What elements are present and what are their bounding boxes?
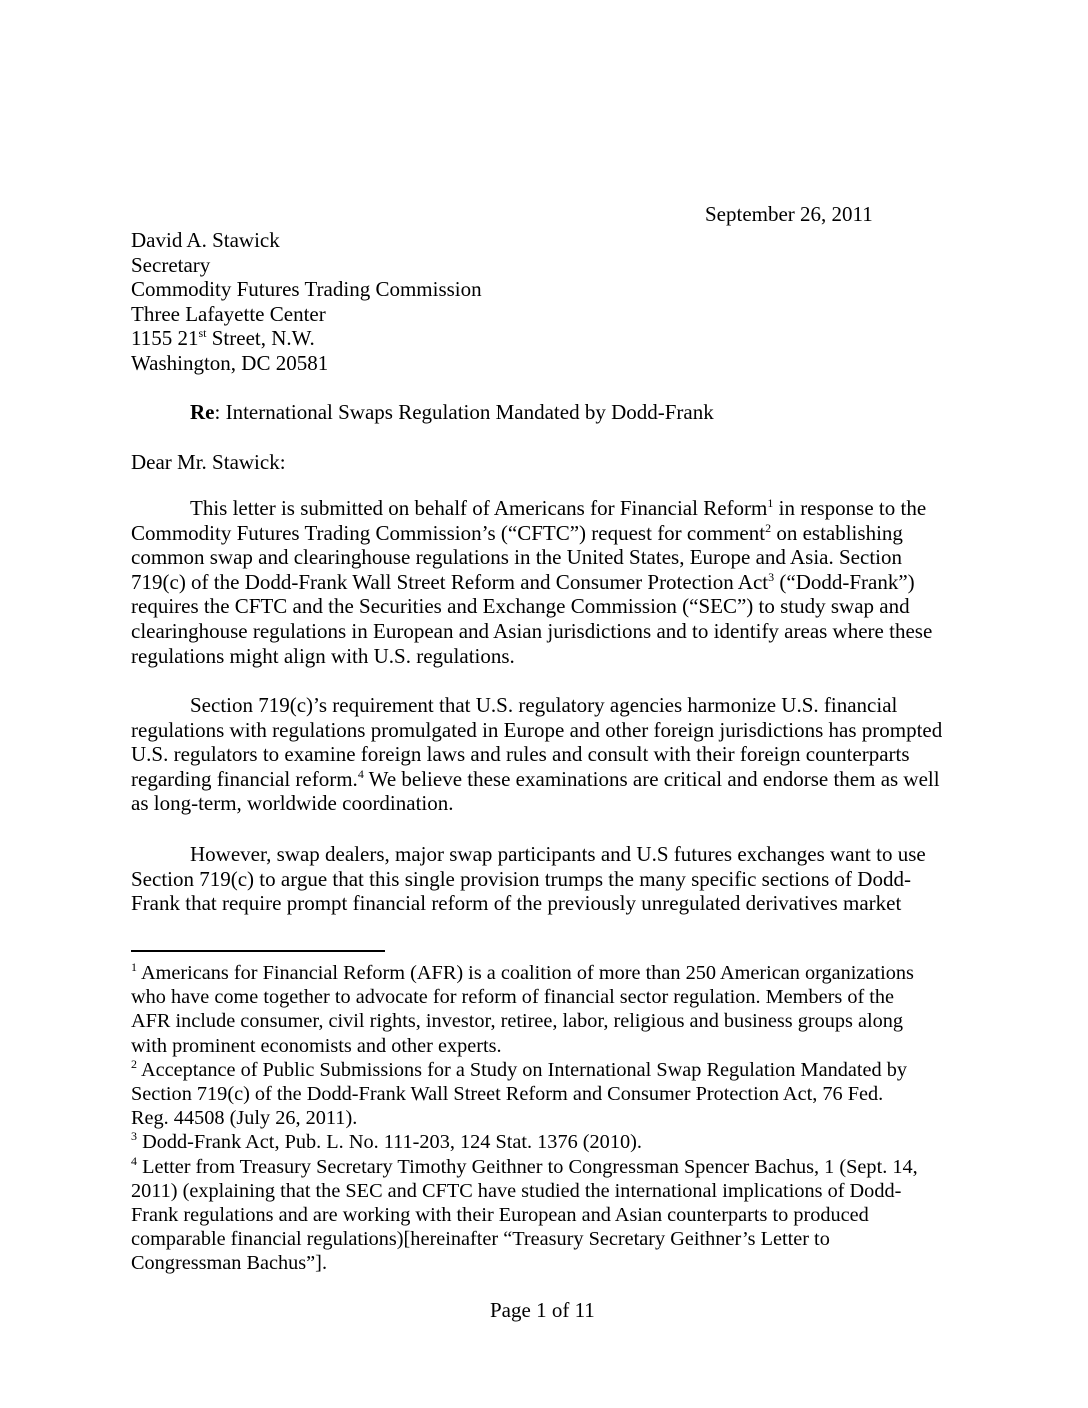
street-name: Street, N.W. [206, 326, 315, 351]
body-paragraph-1 [131, 496, 961, 668]
footnote-1-line: who have come together to advocate for reform of financial sector regulation. Members of the [131, 986, 895, 1009]
footnote-4-line [131, 1155, 918, 1179]
recipient-city: Washington, DC 20581 [131, 350, 329, 375]
recipient-address [131, 228, 482, 376]
footnote-number: 1 [131, 960, 137, 975]
footnote-1-line: AFR include consumer, civil rights, investor, retiree, labor, religious and business groups along [131, 1010, 904, 1033]
body-paragraph-2 [131, 693, 961, 816]
paragraph-line: However, swap dealers, major swap participants and U.S futures exchanges want to use [190, 842, 926, 866]
footnote-2-line: Section 719(c) of the Dodd-Frank Wall Street Reform and Consumer Protection Act, 76 Fed. [131, 1083, 884, 1106]
paragraph-line: clearinghouse regulations in European and Asian jurisdictions and to identify areas where these [131, 618, 933, 643]
footnote-1-line: with prominent economists and other experts. [131, 1034, 502, 1057]
line-text: in response to the [773, 496, 927, 520]
footnote-4-line: Frank regulations and are working with their European and Asian counterparts to produced [131, 1204, 869, 1227]
line-text: 719(c) of the Dodd-Frank Wall Street Reform and Consumer Protection Act [131, 569, 769, 594]
footnote-text: Americans for Financial Reform (AFR) is a coalition of more than 250 American organizations [137, 962, 914, 984]
footnote-number: 3 [131, 1129, 137, 1144]
footnotes [131, 961, 918, 1276]
recipient-organization: Commodity Futures Trading Commission [131, 277, 482, 302]
street-ordinal: st [198, 326, 207, 341]
line-text: on establishing [771, 520, 903, 545]
recipient-name: David A. Stawick [131, 228, 280, 252]
line-text: This letter is submitted on behalf of Americans for Financial Reform [190, 496, 768, 520]
paragraph-line: common swap and clearinghouse regulations in the United States, Europe and Asia. Section [131, 545, 902, 570]
footnote-ref: 2 [765, 520, 772, 535]
salutation: Dear Mr. Stawick: [131, 450, 286, 474]
line-text: We believe these examinations are critical and endorse them as well [363, 766, 940, 791]
footnote-number: 4 [131, 1153, 137, 1168]
paragraph-line [131, 570, 961, 595]
paragraph-line [131, 496, 961, 521]
footnote-2-line [131, 1058, 918, 1082]
paragraph-line: requires the CFTC and the Securities and Exchange Commission (“SEC”) to study swap and [131, 594, 910, 619]
footnote-text: Dodd-Frank Act, Pub. L. No. 111-203, 124 Stat. 1376 (2010). [137, 1131, 642, 1154]
line-text: regarding financial reform. [131, 766, 358, 791]
footnote-4-line: 2011) (explaining that the SEC and CFTC have studied the international implications of Dodd- [131, 1179, 902, 1202]
paragraph-line: regulations with regulations promulgated in Europe and other foreign jurisdictions has prompted [131, 717, 943, 742]
paragraph-line [131, 767, 961, 792]
paragraph-line [131, 521, 961, 546]
recipient-title: Secretary [131, 252, 211, 277]
footnote-ref: 1 [767, 496, 774, 510]
letter-date: September 26, 2011 [705, 202, 873, 226]
paragraph-line: as long-term, worldwide coordination. [131, 791, 454, 816]
paragraph-line: Section 719(c)’s requirement that U.S. regulatory agencies harmonize U.S. financial [190, 693, 898, 717]
footnote-4-line: Congressman Bachus”]. [131, 1252, 328, 1275]
body-paragraph-3 [131, 842, 961, 916]
paragraph-line: Frank that require prompt financial reform of the previously unregulated derivatives market [131, 891, 902, 916]
subject-text: : International Swaps Regulation Mandated by Dodd-Frank [214, 400, 714, 424]
line-text: (“Dodd-Frank”) [774, 569, 915, 594]
footnote-number: 2 [131, 1057, 137, 1072]
footnote-text: Letter from Treasury Secretary Timothy Geithner to Congressman Spencer Bachus, 1 (Sept. 14, [137, 1155, 918, 1178]
footnote-3-line [131, 1130, 918, 1154]
subject-line [190, 400, 714, 424]
paragraph-line: Section 719(c) to argue that this single provision trumps the many specific sections of Dodd- [131, 866, 911, 891]
footnote-ref: 3 [768, 569, 775, 584]
paragraph-line: U.S. regulators to examine foreign laws and rules and consult with their foreign counterparts [131, 742, 910, 767]
street-number: 1155 21 [131, 326, 199, 351]
line-text: Commodity Futures Trading Commission’s (“CFTC”) request for comment [131, 520, 766, 545]
recipient-building: Three Lafayette Center [131, 301, 326, 326]
footnote-ref: 4 [357, 766, 364, 781]
footnote-1-line [131, 961, 918, 985]
subject-label: Re [190, 400, 215, 424]
footnote-separator [131, 950, 385, 952]
footnote-4-line: comparable financial regulations)[hereinafter “Treasury Secretary Geithner’s Letter to [131, 1228, 830, 1251]
paragraph-line: regulations might align with U.S. regulations. [131, 643, 515, 668]
recipient-street [131, 326, 482, 351]
footnote-text: Acceptance of Public Submissions for a Study on International Swap Regulation Mandated by [137, 1058, 907, 1081]
page-number: Page 1 of 11 [490, 1298, 595, 1322]
footnote-2-line: Reg. 44508 (July 26, 2011). [131, 1107, 358, 1130]
